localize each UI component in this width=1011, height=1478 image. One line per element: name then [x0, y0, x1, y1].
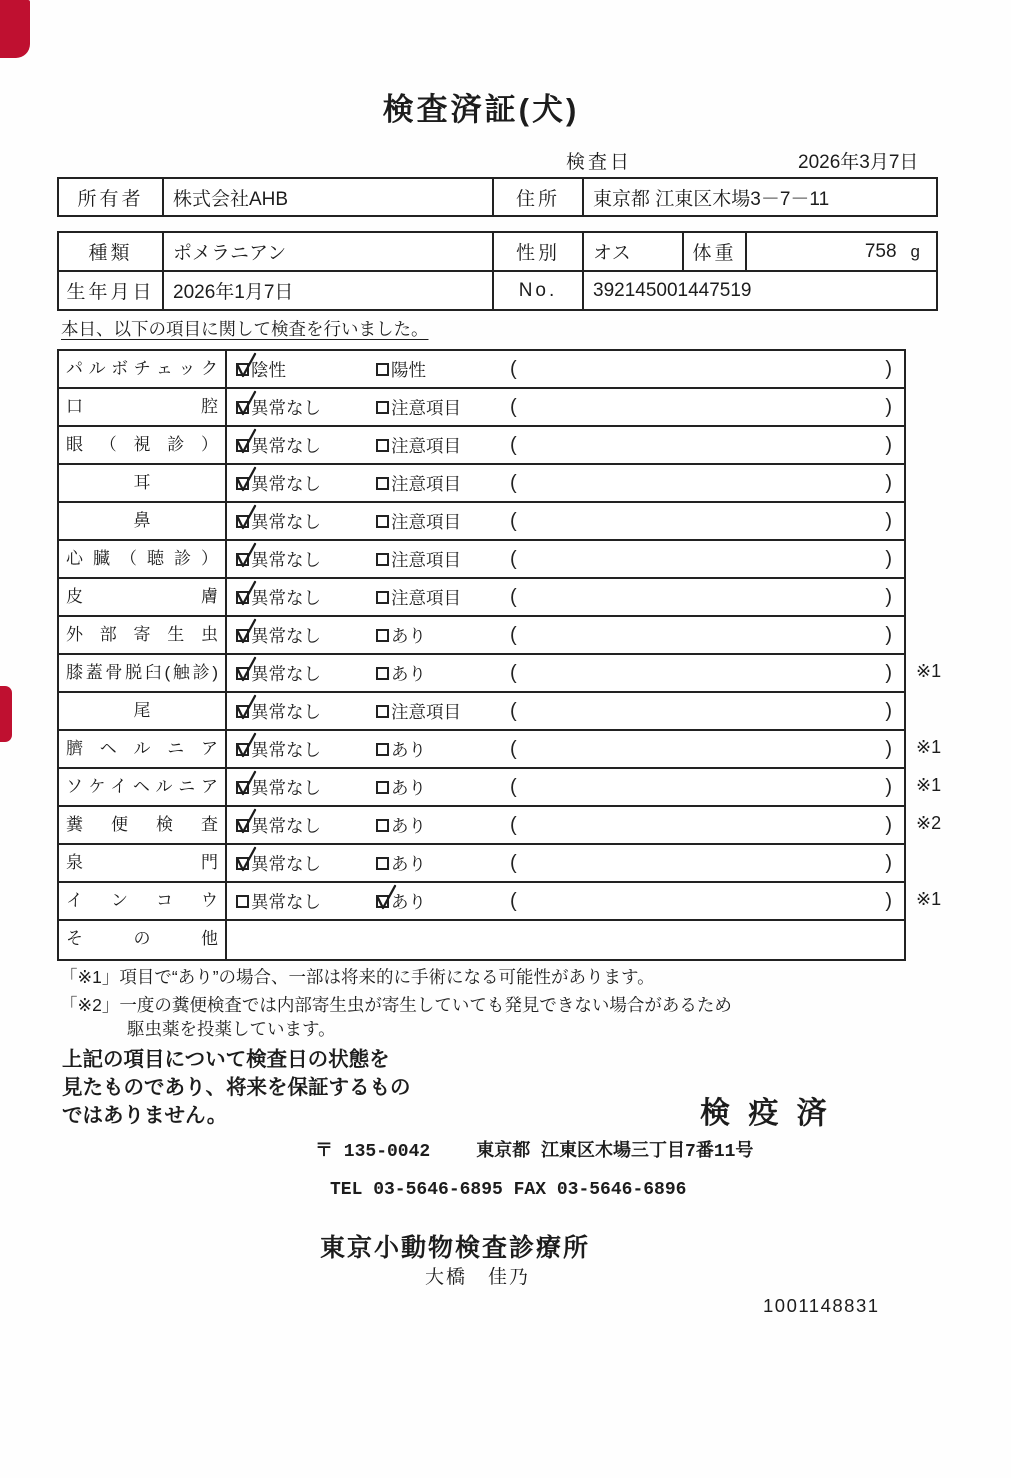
checkbox[interactable]: [236, 363, 249, 376]
option-1-label: 異常なし: [251, 549, 321, 570]
sex-label: 性別: [494, 233, 584, 270]
check-mark-icon: [234, 580, 259, 607]
red-scan-mark-left: [0, 686, 12, 742]
option-2-label: 注意項目: [391, 511, 461, 532]
option-2: [376, 547, 508, 572]
check-mark-icon: [234, 846, 259, 873]
option-1: [236, 547, 376, 572]
clinic-street-address: 東京都 江東区木場三丁目7番11号: [476, 1142, 754, 1162]
check-mark-icon: [234, 428, 259, 455]
clinic-address-line: [315, 1136, 753, 1162]
check-mark-icon: [234, 352, 259, 379]
checklist-row-ears: [59, 465, 904, 503]
paren-close: ): [885, 813, 892, 836]
paren-close: ): [885, 775, 892, 798]
checkbox[interactable]: [236, 439, 249, 452]
paren-open: (: [510, 357, 517, 380]
pet-info-row-1: [59, 233, 936, 272]
remarks-parentheses: [508, 586, 904, 609]
checklist-row-ectoparasites: [59, 617, 904, 655]
remarks-parentheses: [508, 700, 904, 723]
pet-info-row-2: [59, 272, 936, 309]
pet-info-table: [57, 231, 938, 311]
check-mark-icon: [234, 656, 259, 683]
paren-open: (: [510, 699, 517, 722]
checkbox[interactable]: [236, 515, 249, 528]
option-2-label: 注意項目: [391, 587, 461, 608]
item-label: 外部寄生虫: [59, 617, 227, 653]
remarks-parentheses: [508, 662, 904, 685]
remarks-parentheses: [508, 624, 904, 647]
item-label: 耳: [59, 465, 227, 501]
disclaimer-line-3: ではありません。: [62, 1104, 228, 1127]
option-1-label: 異常なし: [251, 435, 321, 456]
checklist-row-fontanelle: [59, 845, 904, 883]
item-label: 泉門: [59, 845, 227, 881]
option-2: [376, 433, 508, 458]
footnote-2: 「※2」一度の糞便検査では内部寄生虫が寄生していても発見できない場合があるため: [60, 995, 732, 1015]
remarks-parentheses: [508, 814, 904, 837]
option-2-label: あり: [391, 891, 426, 912]
checklist-row-fecal-exam: [59, 807, 942, 845]
footnote-ref: ※1: [916, 737, 942, 757]
item-label: 心臓（聴診）: [59, 541, 227, 577]
checkbox[interactable]: [376, 553, 389, 566]
inspection-date-value: 2026年3月7日: [798, 152, 919, 173]
checklist-row-other: [59, 921, 904, 959]
option-1: [236, 433, 376, 458]
option-2-label: 注意項目: [391, 473, 461, 494]
footnote-ref: ※1: [916, 775, 942, 795]
checkbox[interactable]: [236, 591, 249, 604]
paren-close: ): [885, 471, 892, 494]
address-label: 住所: [494, 179, 584, 215]
weight-unit: g: [910, 241, 920, 261]
tel-fax-line: TEL 03-5646-6895 FAX 03-5646-6896: [330, 1180, 687, 1200]
option-1-label: 異常なし: [251, 473, 321, 494]
option-2-label: 注意項目: [391, 549, 461, 570]
check-mark-icon: [234, 694, 259, 721]
remarks-parentheses: [508, 548, 904, 571]
item-label: 鼻: [59, 503, 227, 539]
option-2-label: あり: [391, 739, 426, 760]
checkbox[interactable]: [376, 743, 389, 756]
option-1: [236, 357, 376, 382]
option-2: [376, 395, 508, 420]
checkbox[interactable]: [376, 667, 389, 680]
option-1: [236, 509, 376, 534]
paren-close: ): [885, 357, 892, 380]
item-label: 糞便検査: [59, 807, 227, 843]
option-1: [236, 661, 376, 686]
checkbox[interactable]: [236, 895, 249, 908]
option-2: [376, 471, 508, 496]
remarks-parentheses: [508, 510, 904, 533]
checkbox[interactable]: [236, 401, 249, 414]
paren-close: ): [885, 661, 892, 684]
weight-label: 体重: [684, 233, 747, 270]
check-mark-icon: [234, 808, 259, 835]
remarks-parentheses: [508, 396, 904, 419]
option-1: [236, 851, 376, 876]
item-label: 皮膚: [59, 579, 227, 615]
option-1-label: 陰性: [251, 359, 286, 380]
address-value: 東京都 江東区木場3－7－11: [593, 188, 830, 210]
item-label: 口腔: [59, 389, 227, 425]
item-label: ソケイヘルニア: [59, 769, 227, 805]
option-1-label: 異常なし: [251, 701, 321, 722]
breed-label: 種類: [59, 233, 164, 270]
disclaimer-line-2: 見たものであり、将来を保証するもの: [62, 1076, 411, 1099]
checkbox[interactable]: [376, 895, 389, 908]
paren-close: ): [885, 433, 892, 456]
option-1: [236, 775, 376, 800]
weight-value: 758: [864, 240, 897, 262]
option-2: [376, 623, 508, 648]
check-mark-icon: [234, 732, 259, 759]
option-1-label: 異常なし: [251, 739, 321, 760]
paren-open: (: [510, 737, 517, 760]
paren-open: (: [510, 775, 517, 798]
paren-open: (: [510, 813, 517, 836]
checkbox[interactable]: [376, 819, 389, 832]
option-1-label: 異常なし: [251, 815, 321, 836]
paren-open: (: [510, 623, 517, 646]
remarks-parentheses: [508, 434, 904, 457]
paren-close: ): [885, 699, 892, 722]
check-mark-icon: [234, 466, 259, 493]
quarantine-passed-stamp: 検 疫 済: [700, 1097, 832, 1130]
paren-open: (: [510, 509, 517, 532]
option-1: [236, 737, 376, 762]
item-label: 尾: [59, 693, 227, 729]
checkbox[interactable]: [236, 705, 249, 718]
checklist-row-tail: [59, 693, 904, 731]
item-label: 眼（視診）: [59, 427, 227, 463]
weight-value-cell: [747, 233, 936, 270]
option-1: [236, 813, 376, 838]
checkbox[interactable]: [376, 515, 389, 528]
item-label: 膝蓋骨脱臼(触診): [59, 655, 227, 691]
footnote-ref: ※1: [916, 661, 942, 681]
option-2: [376, 661, 508, 686]
option-1-label: 異常なし: [251, 777, 321, 798]
checklist-row-nose: [59, 503, 904, 541]
item-label: 臍ヘルニア: [59, 731, 227, 767]
remarks-parentheses: [508, 472, 904, 495]
paren-close: ): [885, 547, 892, 570]
checklist-row-patella: [59, 655, 942, 693]
checklist-row-mouth: [59, 389, 904, 427]
paren-open: (: [510, 395, 517, 418]
checkbox[interactable]: [236, 629, 249, 642]
remarks-parentheses: [508, 738, 904, 761]
option-2: [376, 889, 508, 914]
checkbox[interactable]: [376, 629, 389, 642]
check-mark-icon: [234, 770, 259, 797]
option-2: [376, 357, 508, 382]
option-1: [236, 395, 376, 420]
option-2: [376, 699, 508, 724]
option-1-label: 異常なし: [251, 511, 321, 532]
option-1-label: 異常なし: [251, 853, 321, 874]
remarks-parentheses: [508, 358, 904, 381]
inspection-date-label: 検査日: [566, 152, 633, 173]
option-2-label: あり: [391, 777, 426, 798]
owner-value: 株式会社AHB: [164, 179, 494, 215]
option-1: [236, 585, 376, 610]
option-2-label: あり: [391, 663, 426, 684]
checkbox[interactable]: [236, 743, 249, 756]
inspection-checklist-table: [57, 349, 942, 961]
paren-close: ): [885, 395, 892, 418]
option-1: [236, 889, 376, 914]
paren-close: ): [885, 851, 892, 874]
paren-close: ): [885, 509, 892, 532]
checkbox[interactable]: [376, 781, 389, 794]
checkbox[interactable]: [236, 857, 249, 870]
checkbox[interactable]: [376, 705, 389, 718]
checkbox[interactable]: [236, 667, 249, 680]
checklist-row-parvo: [59, 351, 904, 389]
checkbox[interactable]: [236, 819, 249, 832]
option-2-label: 注意項目: [391, 701, 461, 722]
sex-value: オス: [584, 233, 684, 270]
microchip-no-value: 392145001447519: [593, 279, 752, 301]
checklist-row-skin: [59, 579, 904, 617]
disclaimer-line-1: 上記の項目について検査日の状態を: [62, 1048, 390, 1071]
paren-close: ): [885, 889, 892, 912]
option-2: [376, 737, 508, 762]
owner-label: 所有者: [59, 179, 164, 215]
document-title: 検査済証(犬): [382, 92, 580, 127]
paren-close: ): [885, 585, 892, 608]
option-2-label: あり: [391, 853, 426, 874]
option-2: [376, 851, 508, 876]
checkbox[interactable]: [376, 363, 389, 376]
item-label: その他: [59, 921, 227, 959]
remarks-parentheses: [508, 852, 904, 875]
paren-open: (: [510, 889, 517, 912]
check-mark-icon: [234, 390, 259, 417]
item-label: パルボチェック: [59, 351, 227, 387]
owner-table: [57, 177, 938, 217]
checkbox[interactable]: [376, 591, 389, 604]
option-2: [376, 509, 508, 534]
option-1-label: 異常なし: [251, 891, 321, 912]
footnote-ref: ※1: [916, 889, 942, 909]
option-1-label: 異常なし: [251, 397, 321, 418]
clinic-name: 東京小動物検査診療所: [320, 1234, 591, 1262]
paren-open: (: [510, 547, 517, 570]
option-2: [376, 813, 508, 838]
checkbox[interactable]: [236, 781, 249, 794]
red-scan-mark-top: [0, 0, 30, 58]
birthdate-label: 生年月日: [59, 272, 164, 309]
checkbox[interactable]: [236, 477, 249, 490]
serial-number: 1001148831: [763, 1295, 880, 1316]
option-2-label: 注意項目: [391, 397, 461, 418]
checklist-row-cryptorchidism: [59, 883, 942, 921]
checkbox[interactable]: [376, 401, 389, 414]
remarks-parentheses: [508, 890, 904, 913]
checkbox[interactable]: [236, 553, 249, 566]
option-1: [236, 699, 376, 724]
option-2-label: 注意項目: [391, 435, 461, 456]
intro-statement: 本日、以下の項目に関して検査を行いました。: [61, 319, 429, 339]
microchip-no-label: No.: [494, 272, 584, 309]
item-label: インコウ: [59, 883, 227, 919]
footnote-2-continued: 駆虫薬を投薬しています。: [127, 1019, 336, 1039]
check-mark-icon: [234, 618, 259, 645]
footnote-ref: ※2: [916, 813, 942, 833]
option-1: [236, 623, 376, 648]
postal-code: 〒 135-0042: [315, 1142, 431, 1162]
paren-open: (: [510, 433, 517, 456]
birthdate-value: 2026年1月7日: [164, 272, 494, 309]
option-1-label: 異常なし: [251, 587, 321, 608]
check-mark-icon: [234, 504, 259, 531]
option-2: [376, 775, 508, 800]
option-2-label: 陽性: [391, 359, 426, 380]
paren-close: ): [885, 623, 892, 646]
option-2: [376, 585, 508, 610]
disclaimer-text: [62, 1046, 411, 1130]
paren-open: (: [510, 585, 517, 608]
paren-close: ): [885, 737, 892, 760]
paren-open: (: [510, 471, 517, 494]
paren-open: (: [510, 851, 517, 874]
veterinarian-name: 大橋 佳乃: [425, 1267, 531, 1288]
checklist-row-inguinal-hernia: [59, 769, 942, 807]
checklist-row-umbilical-hernia: [59, 731, 942, 769]
footnote-1: 「※1」項目で“あり”の場合、一部は将来的に手術になる可能性があります。: [60, 967, 655, 987]
checklist-row-heart: [59, 541, 904, 579]
option-1: [236, 471, 376, 496]
option-1-label: 異常なし: [251, 625, 321, 646]
remarks-parentheses: [508, 776, 904, 799]
paren-open: (: [510, 661, 517, 684]
checkbox[interactable]: [376, 857, 389, 870]
checklist-row-eyes: [59, 427, 904, 465]
breed-value: ポメラニアン: [164, 233, 494, 270]
option-1-label: 異常なし: [251, 663, 321, 684]
check-mark-icon: [234, 542, 259, 569]
check-mark-icon: [374, 884, 399, 911]
checkbox[interactable]: [376, 477, 389, 490]
option-2-label: あり: [391, 625, 426, 646]
checkbox[interactable]: [376, 439, 389, 452]
option-2-label: あり: [391, 815, 426, 836]
